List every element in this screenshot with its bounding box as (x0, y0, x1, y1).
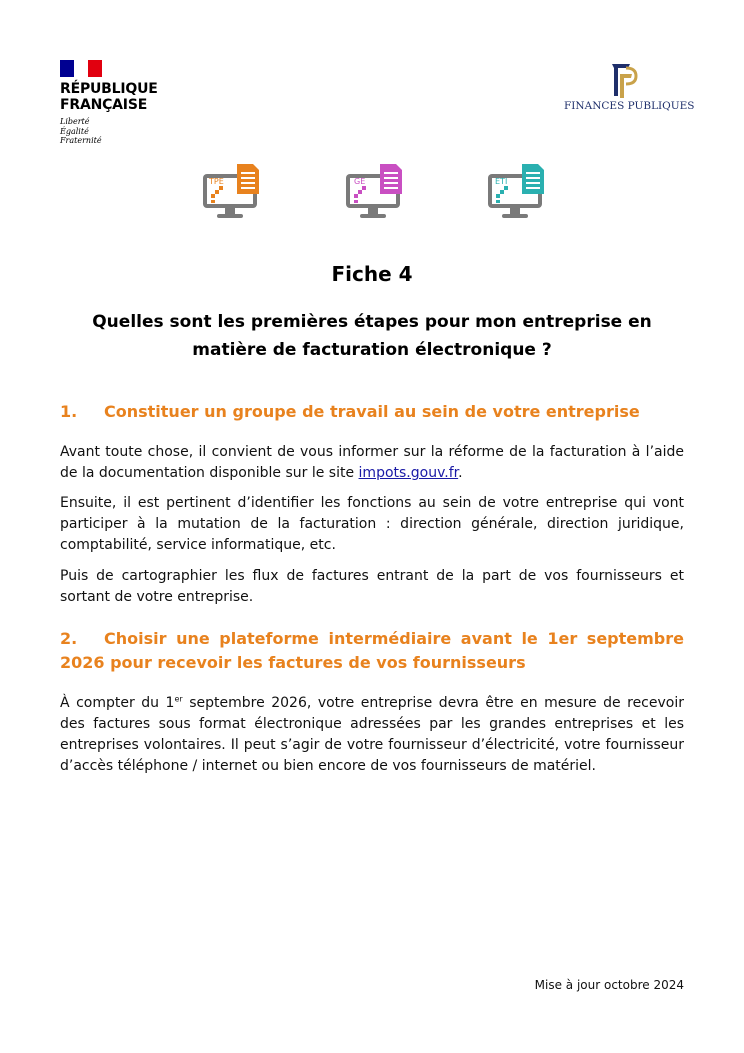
section-2-title: Choisir une plateforme intermédiaire avant le 1er septembre 2026 pour recevoir les factures de vos fournisseurs (60, 629, 684, 672)
rf-name-line1: RÉPUBLIQUE (60, 81, 158, 97)
republique-francaise-logo (60, 60, 170, 146)
company-type-icons (0, 162, 744, 222)
tpe-label: TPE (209, 177, 224, 186)
section-1-paragraph-2: Ensuite, il est pertinent d’identifier les fonctions au sein de votre entreprise qui vont participer à la mutation de la facturation : direction générale, direction juridique, comptabilité, service informatique, etc. (60, 495, 684, 553)
section-1-paragraph-1 (60, 442, 684, 484)
rf-motto-1: Liberté (60, 117, 90, 126)
update-date: Mise à jour octobre 2024 (534, 978, 684, 992)
tpe-computer-icon (201, 162, 263, 220)
eti-label: ETI (495, 177, 508, 186)
rf-motto (60, 117, 170, 146)
section-2-number: 2. (60, 629, 78, 648)
page-title: Fiche 4 (331, 262, 413, 286)
rf-name (60, 81, 170, 113)
finances-publiques-logo (564, 60, 695, 112)
s2p1-sup: er (174, 694, 183, 704)
main-question: Quelles sont les premières étapes pour mon entreprise en matière de facturation électronique ? (92, 312, 652, 360)
section-1-title: Constituer un groupe de travail au sein de votre entreprise (104, 402, 640, 421)
s1p1-end: . (458, 465, 463, 481)
fp-monogram-icon (606, 60, 642, 100)
s1p1-text: Avant toute chose, il convient de vous informer sur la réforme de la facturation à l’aide de la documentation disponible sur le site (60, 444, 684, 481)
ge-label: GE (354, 177, 366, 186)
section-1-heading (60, 400, 684, 424)
ge-computer-icon (344, 162, 406, 220)
rf-name-line2: FRANÇAISE (60, 97, 148, 113)
rf-motto-3: Fraternité (60, 136, 102, 145)
section-1-number: 1. (60, 402, 78, 421)
impots-link[interactable]: impots.gouv.fr (358, 465, 459, 481)
s2p1-text: septembre 2026, votre entreprise devra être en mesure de recevoir des factures sous format électronique adressées par les grandes entreprises et les entreprises volontaires. Il peut s’agir de votre fournisseur d’électricité, votre fournisseur d’accès téléphone / internet ou bien encore de vos fournisseurs de matériel. (60, 695, 684, 774)
s2p1-start: À compter du 1 (60, 695, 175, 711)
rf-motto-2: Égalité (60, 126, 89, 136)
section-2-heading (60, 627, 684, 675)
eti-computer-icon (486, 162, 548, 220)
fp-text: FINANCES PUBLIQUES (564, 100, 695, 112)
section-2-paragraph-1 (60, 693, 684, 777)
french-flag-icon (60, 60, 102, 77)
section-1-paragraph-3: Puis de cartographier les flux de factures entrant de la part de vos fournisseurs et sortant de votre entreprise. (60, 568, 684, 605)
